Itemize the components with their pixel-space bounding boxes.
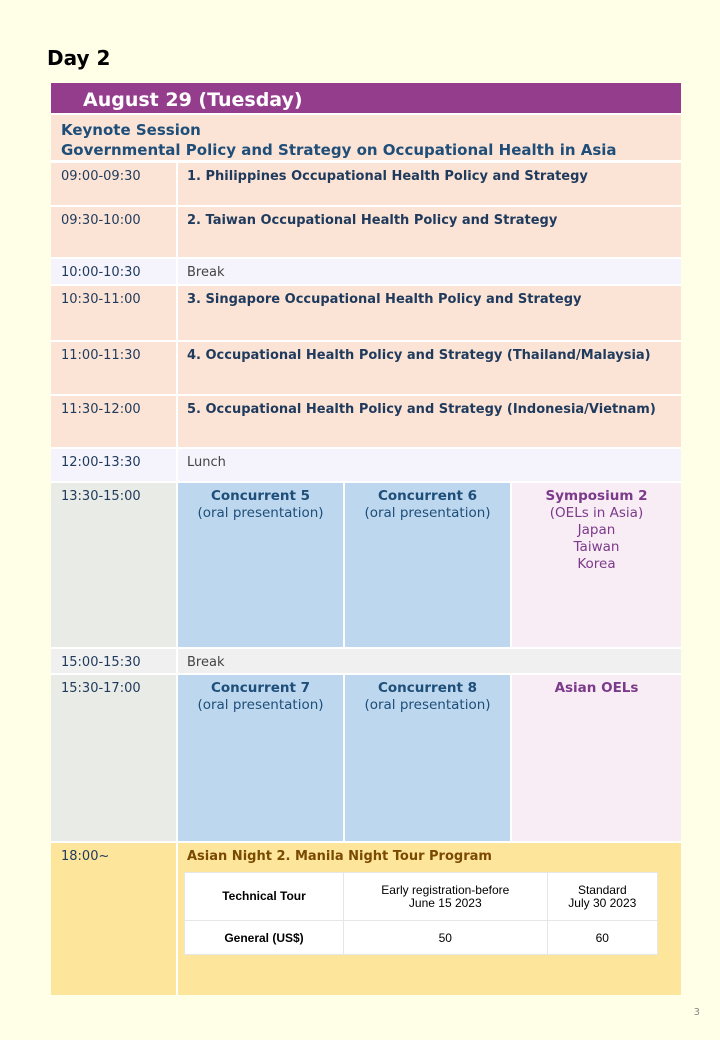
- concurrent-block-2: [51, 675, 681, 843]
- break-row: [51, 259, 681, 286]
- fee-header-cell: [547, 873, 657, 921]
- keynote-label: Keynote Session: [61, 121, 201, 139]
- country-item: Taiwan: [573, 539, 620, 555]
- session-time: 11:30-12:00: [51, 396, 178, 447]
- country-item: Korea: [577, 556, 616, 572]
- session-time: 09:30-10:00: [51, 207, 178, 257]
- cell-title: Concurrent 8: [377, 680, 478, 696]
- session-title: 4. Occupational Health Policy and Strategy (Thailand/Malaysia): [187, 348, 651, 363]
- keynote-header: [51, 115, 681, 163]
- session-time: 13:30-15:00: [51, 483, 178, 647]
- cell-subtitle: (oral presentation): [197, 697, 324, 713]
- session-title: Lunch: [187, 455, 226, 470]
- evening-row: [51, 843, 681, 995]
- fee-table-header-row: [185, 873, 658, 921]
- day-title: Day 2: [47, 46, 111, 70]
- fee-header-cell: [344, 873, 548, 921]
- session-time: 12:00-13:30: [51, 449, 178, 481]
- keynote-title: Governmental Policy and Strategy on Occupational Health in Asia: [61, 141, 617, 159]
- evening-content: [178, 843, 681, 995]
- session-title: 5. Occupational Health Policy and Strategy (Indonesia/Vietnam): [187, 402, 656, 417]
- fee-header-text: Early registration-before June 15 2023: [381, 882, 510, 910]
- date-header: August 29 (Tuesday): [51, 83, 681, 115]
- session-time: 18:00~: [51, 843, 178, 995]
- fee-header-text: Standard July 30 2023: [568, 882, 637, 910]
- fee-value-cell: 60: [547, 921, 657, 955]
- session-title: 1. Philippines Occupational Health Policy and Strategy: [187, 169, 588, 184]
- evening-title: Asian Night 2. Manila Night Tour Program: [187, 849, 492, 864]
- session-title: Break: [187, 655, 225, 670]
- schedule-table: [51, 83, 681, 995]
- asian-oels-cell: [512, 675, 681, 841]
- concurrent-8-cell: [345, 675, 512, 841]
- lunch-row: [51, 449, 681, 483]
- session-time: 11:00-11:30: [51, 342, 178, 394]
- symposium-2-cell: [512, 483, 681, 647]
- session-row: [51, 396, 681, 449]
- session-row: [51, 286, 681, 342]
- session-row: [51, 163, 681, 207]
- cell-title: Symposium 2: [545, 488, 648, 504]
- session-row: [51, 207, 681, 259]
- concurrent-block-1: [51, 483, 681, 649]
- session-title: Break: [187, 265, 225, 280]
- fee-value-cell: 50: [344, 921, 548, 955]
- page-number: 3: [693, 1007, 700, 1018]
- country-item: Japan: [577, 522, 616, 538]
- cell-title: Concurrent 5: [210, 488, 311, 504]
- cell-title: Concurrent 6: [377, 488, 478, 504]
- session-title: 2. Taiwan Occupational Health Policy and Strategy: [187, 213, 558, 228]
- concurrent-7-cell: [178, 675, 345, 841]
- session-time: 15:30-17:00: [51, 675, 178, 841]
- break-row: [51, 649, 681, 675]
- session-row: [51, 342, 681, 396]
- cell-subtitle: (oral presentation): [364, 505, 491, 521]
- fee-row-label: General (US$): [185, 921, 344, 955]
- session-title: 3. Singapore Occupational Health Policy and Strategy: [187, 292, 582, 307]
- cell-subtitle: (oral presentation): [197, 505, 324, 521]
- concurrent-5-cell: [178, 483, 345, 647]
- session-time: 09:00-09:30: [51, 163, 178, 205]
- fee-table: [184, 872, 658, 955]
- cell-title: Asian OELs: [554, 680, 639, 696]
- cell-subtitle: (OELs in Asia): [549, 505, 644, 521]
- session-time: 15:00-15:30: [51, 649, 178, 673]
- cell-title: Concurrent 7: [210, 680, 311, 696]
- fee-table-row: [185, 921, 658, 955]
- session-time: 10:00-10:30: [51, 259, 178, 284]
- fee-header-cell: Technical Tour: [185, 873, 344, 921]
- concurrent-6-cell: [345, 483, 512, 647]
- cell-subtitle: (oral presentation): [364, 697, 491, 713]
- session-time: 10:30-11:00: [51, 286, 178, 340]
